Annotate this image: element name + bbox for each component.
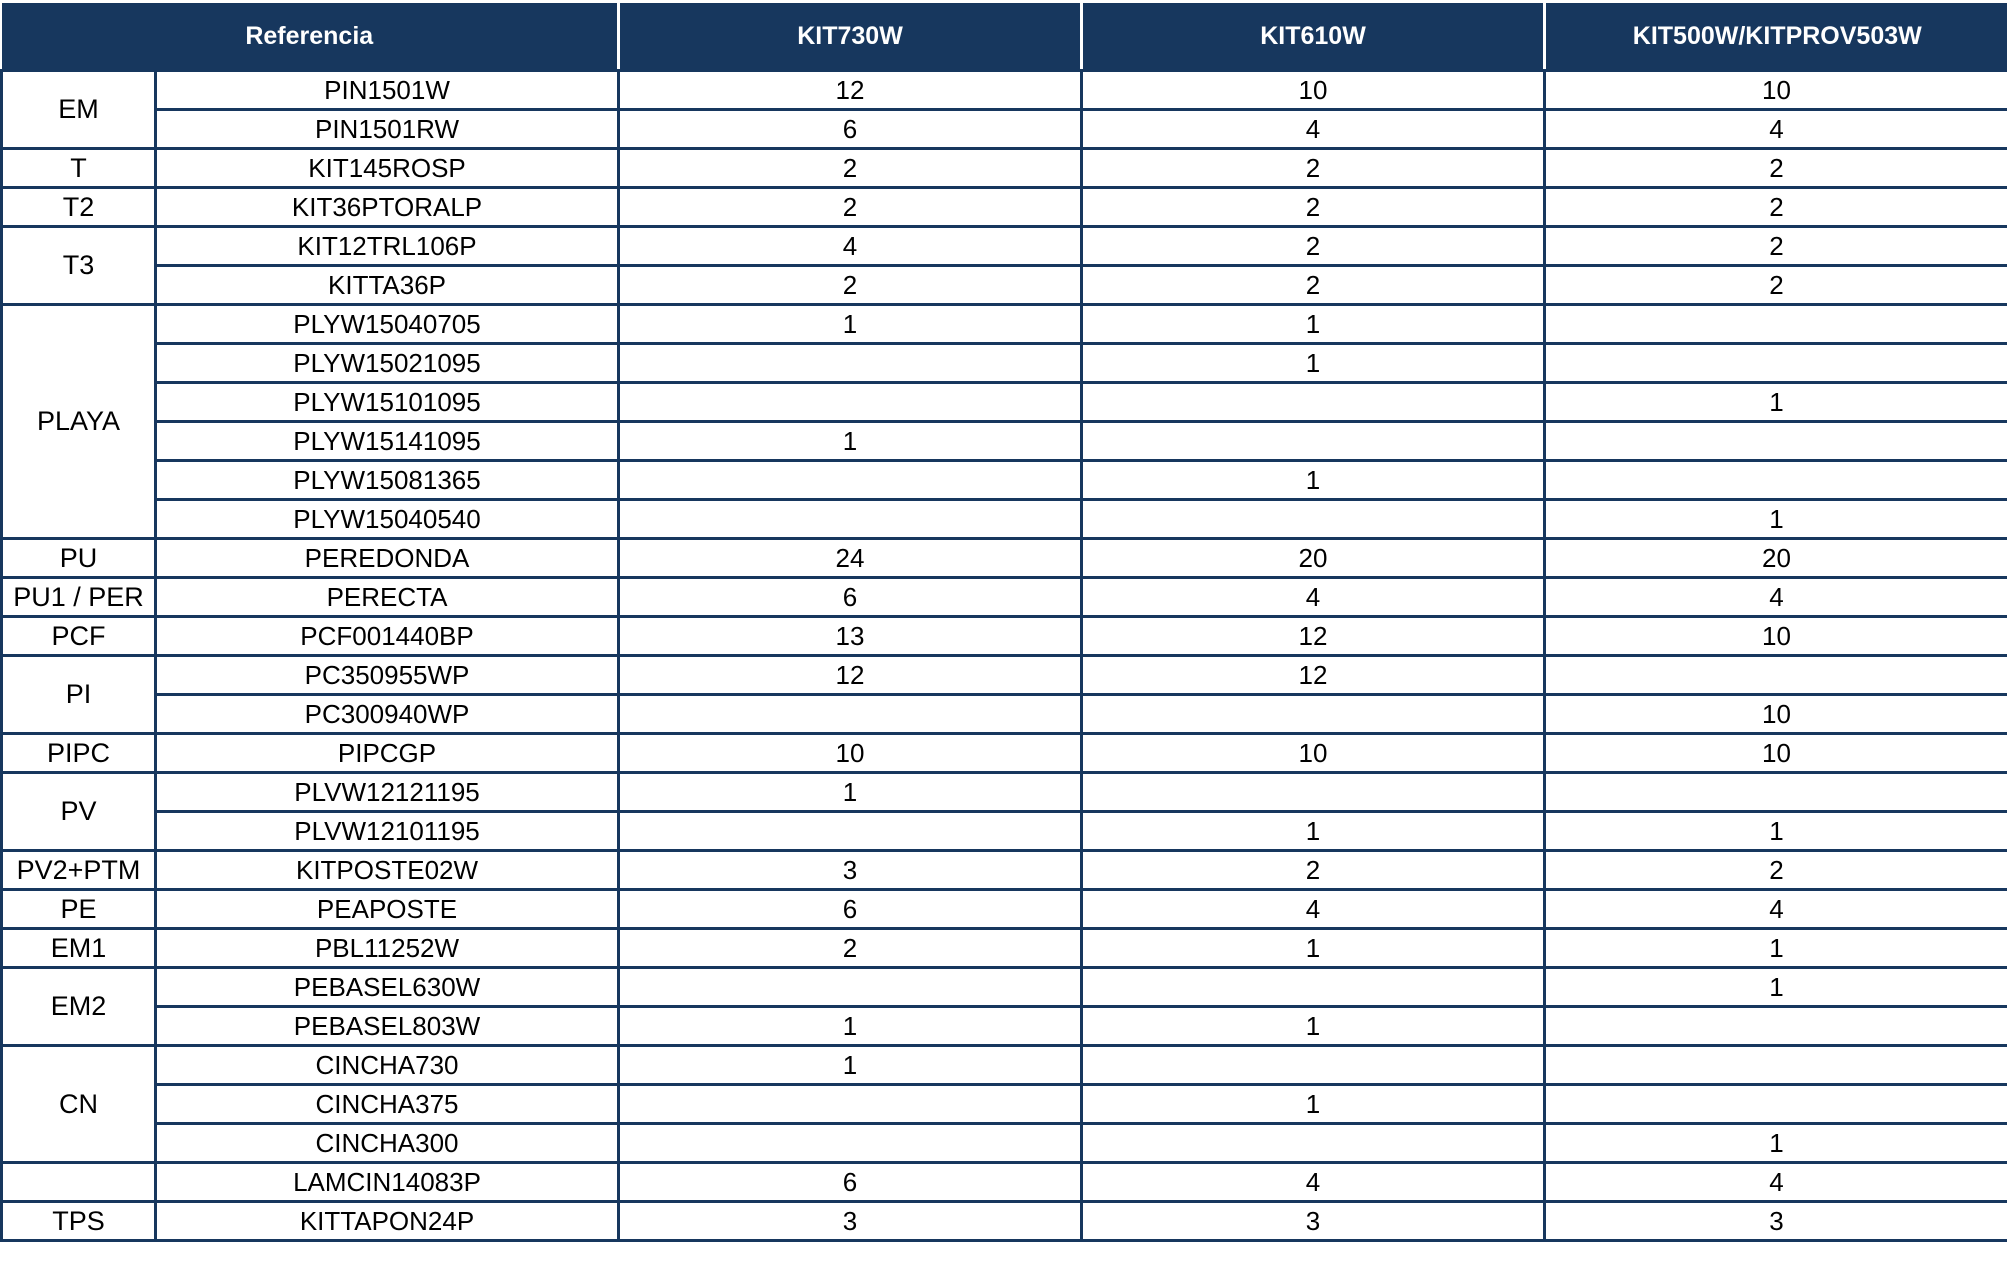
group-label-cell: EM1 — [2, 929, 156, 968]
table-row — [2, 422, 2007, 461]
kit500w-qty-cell: 1 — [1545, 383, 2007, 422]
kit730w-qty-cell: 6 — [619, 1163, 1082, 1202]
reference-cell: KIT36PTORALP — [156, 188, 619, 227]
group-label-cell — [2, 1163, 156, 1202]
table-row — [2, 734, 2007, 773]
kit-reference-table — [0, 3, 2007, 1242]
kit730w-qty-cell: 3 — [619, 851, 1082, 890]
kit500w-qty-cell: 2 — [1545, 188, 2007, 227]
kit500w-qty-cell: 10 — [1545, 734, 2007, 773]
table-row — [2, 578, 2007, 617]
table-body — [2, 71, 2007, 1241]
kit730w-qty-cell: 6 — [619, 890, 1082, 929]
group-label-cell: PIPC — [2, 734, 156, 773]
kit730w-qty-cell: 6 — [619, 578, 1082, 617]
kit610w-qty-cell: 1 — [1082, 929, 1545, 968]
kit500w-qty-cell — [1545, 1007, 2007, 1046]
kit730w-qty-cell — [619, 344, 1082, 383]
kit610w-qty-cell: 10 — [1082, 71, 1545, 110]
kit610w-qty-cell: 3 — [1082, 1202, 1545, 1241]
table-row — [2, 383, 2007, 422]
kit610w-qty-cell: 20 — [1082, 539, 1545, 578]
group-label-cell: PU1 / PER — [2, 578, 156, 617]
kit610w-qty-cell — [1082, 773, 1545, 812]
kit730w-qty-cell: 6 — [619, 110, 1082, 149]
kit730w-qty-cell: 2 — [619, 149, 1082, 188]
kit500w-qty-cell — [1545, 773, 2007, 812]
reference-cell: PIPCGP — [156, 734, 619, 773]
kit730w-qty-cell: 1 — [619, 1046, 1082, 1085]
reference-cell: PIN1501W — [156, 71, 619, 110]
group-label-cell: PCF — [2, 617, 156, 656]
kit500w-qty-cell: 1 — [1545, 968, 2007, 1007]
kit500w-qty-cell — [1545, 461, 2007, 500]
reference-cell: CINCHA730 — [156, 1046, 619, 1085]
group-label-cell: T — [2, 149, 156, 188]
table-row — [2, 1085, 2007, 1124]
kit610w-qty-cell: 1 — [1082, 344, 1545, 383]
group-label-cell: PI — [2, 656, 156, 734]
reference-cell: PC350955WP — [156, 656, 619, 695]
group-label-cell: PLAYA — [2, 305, 156, 539]
reference-cell: PEBASEL803W — [156, 1007, 619, 1046]
table-row — [2, 695, 2007, 734]
table-row — [2, 812, 2007, 851]
table-row — [2, 656, 2007, 695]
reference-cell: PCF001440BP — [156, 617, 619, 656]
kit610w-qty-cell: 10 — [1082, 734, 1545, 773]
kit610w-qty-cell: 1 — [1082, 461, 1545, 500]
kit730w-qty-cell: 1 — [619, 773, 1082, 812]
kit730w-qty-cell — [619, 1085, 1082, 1124]
reference-cell: CINCHA300 — [156, 1124, 619, 1163]
kit610w-qty-cell — [1082, 422, 1545, 461]
kit500w-qty-cell: 2 — [1545, 266, 2007, 305]
kit500w-qty-cell — [1545, 656, 2007, 695]
reference-cell: PEAPOSTE — [156, 890, 619, 929]
kit610w-qty-cell: 1 — [1082, 305, 1545, 344]
kit730w-qty-cell: 1 — [619, 305, 1082, 344]
reference-cell: KITTAPON24P — [156, 1202, 619, 1241]
kit500w-qty-cell — [1545, 344, 2007, 383]
group-label-cell: TPS — [2, 1202, 156, 1241]
reference-cell: PLYW15081365 — [156, 461, 619, 500]
kit500w-qty-cell: 3 — [1545, 1202, 2007, 1241]
table-row — [2, 929, 2007, 968]
group-label-cell: PV2+PTM — [2, 851, 156, 890]
kit500w-qty-cell: 1 — [1545, 929, 2007, 968]
kit610w-qty-cell: 4 — [1082, 578, 1545, 617]
reference-cell: KITPOSTE02W — [156, 851, 619, 890]
reference-cell: PEBASEL630W — [156, 968, 619, 1007]
table-row — [2, 1202, 2007, 1241]
table-row — [2, 890, 2007, 929]
kit730w-qty-cell: 4 — [619, 227, 1082, 266]
kit730w-qty-cell — [619, 968, 1082, 1007]
kit500w-qty-cell: 10 — [1545, 695, 2007, 734]
kit610w-qty-cell — [1082, 1124, 1545, 1163]
kit730w-qty-cell: 10 — [619, 734, 1082, 773]
kit730w-qty-cell — [619, 812, 1082, 851]
group-label-cell: PE — [2, 890, 156, 929]
reference-cell: PEREDONDA — [156, 539, 619, 578]
kit610w-qty-cell: 4 — [1082, 890, 1545, 929]
table-row — [2, 188, 2007, 227]
table-row — [2, 266, 2007, 305]
reference-cell: PLYW15101095 — [156, 383, 619, 422]
table-row — [2, 461, 2007, 500]
kit500w-qty-cell: 20 — [1545, 539, 2007, 578]
table-row — [2, 149, 2007, 188]
table-row — [2, 110, 2007, 149]
kit610w-qty-cell: 4 — [1082, 110, 1545, 149]
kit500w-qty-cell: 4 — [1545, 1163, 2007, 1202]
header-row — [2, 3, 2007, 71]
kit730w-qty-cell — [619, 461, 1082, 500]
kit500w-qty-cell: 10 — [1545, 71, 2007, 110]
table-row — [2, 773, 2007, 812]
table-row — [2, 1163, 2007, 1202]
kit500w-qty-cell — [1545, 305, 2007, 344]
reference-cell: PLYW15021095 — [156, 344, 619, 383]
kit500w-qty-cell — [1545, 1085, 2007, 1124]
kit500w-qty-cell: 4 — [1545, 890, 2007, 929]
kit610w-qty-cell — [1082, 500, 1545, 539]
kit610w-qty-cell: 12 — [1082, 617, 1545, 656]
kit500w-qty-cell: 10 — [1545, 617, 2007, 656]
reference-cell: PIN1501RW — [156, 110, 619, 149]
kit610w-qty-cell: 4 — [1082, 1163, 1545, 1202]
kit730w-qty-cell: 3 — [619, 1202, 1082, 1241]
kit610w-qty-cell: 1 — [1082, 812, 1545, 851]
kit610w-qty-cell: 2 — [1082, 266, 1545, 305]
kit500w-qty-cell — [1545, 1046, 2007, 1085]
table-row — [2, 305, 2007, 344]
group-label-cell: T3 — [2, 227, 156, 305]
group-label-cell: EM2 — [2, 968, 156, 1046]
header-kit500w-kitprov503w: KIT500W/KITPROV503W — [1545, 3, 2007, 71]
table-row — [2, 1007, 2007, 1046]
kit610w-qty-cell: 1 — [1082, 1085, 1545, 1124]
kit610w-qty-cell: 12 — [1082, 656, 1545, 695]
table-row — [2, 227, 2007, 266]
kit730w-qty-cell: 2 — [619, 188, 1082, 227]
kit500w-qty-cell: 1 — [1545, 1124, 2007, 1163]
kit610w-qty-cell — [1082, 968, 1545, 1007]
table-row — [2, 71, 2007, 110]
reference-cell: PLVW12121195 — [156, 773, 619, 812]
group-label-cell: CN — [2, 1046, 156, 1163]
kit730w-qty-cell — [619, 500, 1082, 539]
kit500w-qty-cell: 4 — [1545, 110, 2007, 149]
table-header — [2, 3, 2007, 71]
table-row — [2, 851, 2007, 890]
reference-cell: CINCHA375 — [156, 1085, 619, 1124]
kit730w-qty-cell: 13 — [619, 617, 1082, 656]
kit610w-qty-cell: 2 — [1082, 188, 1545, 227]
table-row — [2, 1046, 2007, 1085]
kit610w-qty-cell: 2 — [1082, 851, 1545, 890]
table-row — [2, 500, 2007, 539]
kit730w-qty-cell: 24 — [619, 539, 1082, 578]
table-row — [2, 539, 2007, 578]
kit730w-qty-cell: 1 — [619, 1007, 1082, 1046]
kit730w-qty-cell: 12 — [619, 656, 1082, 695]
kit500w-qty-cell: 4 — [1545, 578, 2007, 617]
group-label-cell: PU — [2, 539, 156, 578]
table-row — [2, 1124, 2007, 1163]
kit730w-qty-cell — [619, 1124, 1082, 1163]
kit500w-qty-cell: 2 — [1545, 851, 2007, 890]
reference-cell: LAMCIN14083P — [156, 1163, 619, 1202]
group-label-cell: PV — [2, 773, 156, 851]
kit610w-qty-cell — [1082, 695, 1545, 734]
kit610w-qty-cell: 2 — [1082, 149, 1545, 188]
kit610w-qty-cell: 2 — [1082, 227, 1545, 266]
reference-cell: PERECTA — [156, 578, 619, 617]
kit500w-qty-cell: 1 — [1545, 500, 2007, 539]
reference-cell: PLYW15040705 — [156, 305, 619, 344]
reference-cell: PC300940WP — [156, 695, 619, 734]
group-label-cell: EM — [2, 71, 156, 149]
kit500w-qty-cell: 2 — [1545, 149, 2007, 188]
kit610w-qty-cell: 1 — [1082, 1007, 1545, 1046]
table-row — [2, 344, 2007, 383]
kit610w-qty-cell — [1082, 1046, 1545, 1085]
kit730w-qty-cell — [619, 695, 1082, 734]
header-referencia: Referencia — [2, 3, 619, 71]
reference-cell: PLYW15040540 — [156, 500, 619, 539]
table-row — [2, 617, 2007, 656]
kit730w-qty-cell — [619, 383, 1082, 422]
reference-cell: PBL11252W — [156, 929, 619, 968]
kit500w-qty-cell: 2 — [1545, 227, 2007, 266]
reference-cell: KIT145ROSP — [156, 149, 619, 188]
reference-cell: PLVW12101195 — [156, 812, 619, 851]
kit730w-qty-cell: 2 — [619, 266, 1082, 305]
reference-cell: PLYW15141095 — [156, 422, 619, 461]
group-label-cell: T2 — [2, 188, 156, 227]
header-kit730w: KIT730W — [619, 3, 1082, 71]
kit500w-qty-cell: 1 — [1545, 812, 2007, 851]
reference-cell: KIT12TRL106P — [156, 227, 619, 266]
kit610w-qty-cell — [1082, 383, 1545, 422]
table-row — [2, 968, 2007, 1007]
reference-cell: KITTA36P — [156, 266, 619, 305]
kit500w-qty-cell — [1545, 422, 2007, 461]
header-kit610w: KIT610W — [1082, 3, 1545, 71]
kit730w-qty-cell: 2 — [619, 929, 1082, 968]
kit730w-qty-cell: 1 — [619, 422, 1082, 461]
kit730w-qty-cell: 12 — [619, 71, 1082, 110]
